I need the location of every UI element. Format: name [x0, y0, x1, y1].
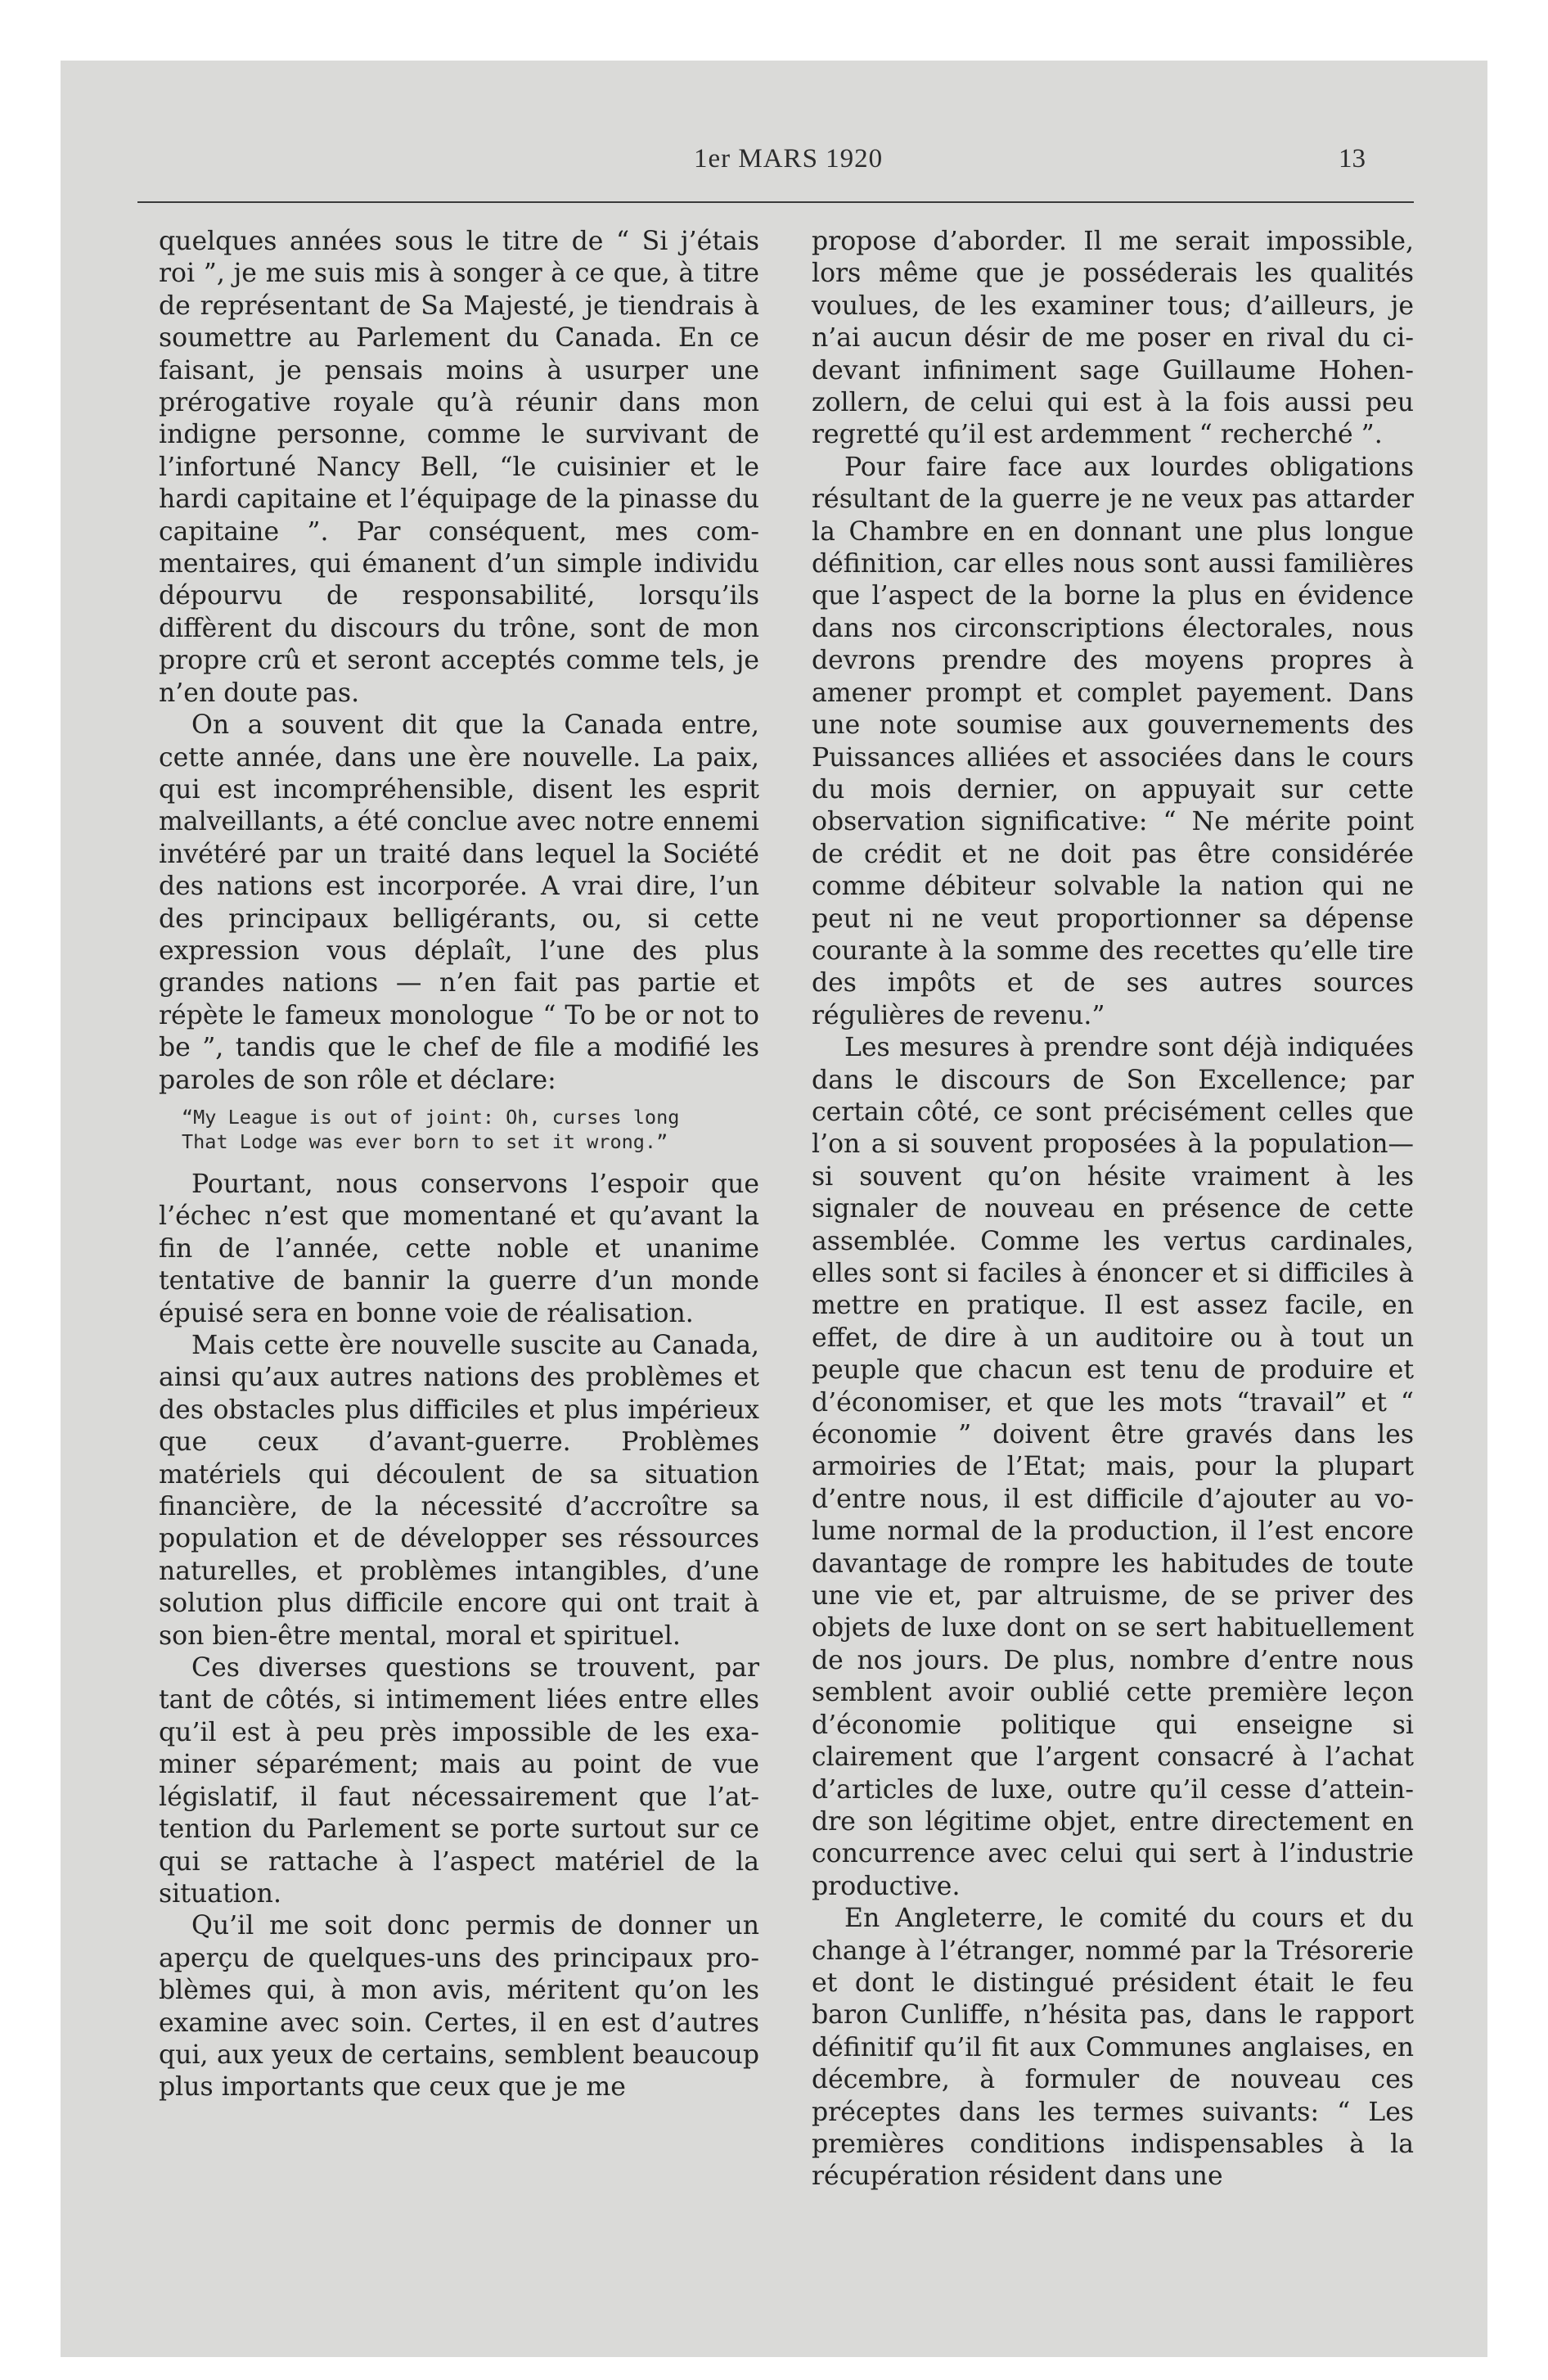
paragraph: Pour faire face aux lourdes obligations résultant de la guerre je ne veux pas attarder la Chambre en en donnant une plus longue définition, car elles nous sont aussi familières que l’aspect de la borne la plus en évidence dans nos circonscriptions électorales, nous devrons prendre des moyens propres à amener prompt et complet payement. Dans une note soumise aux gouvernements des Puissances alliées et associées dans le cours du mois dernier, on appuyait sur cette observation significative: “ Ne mérite point de crédit et ne doit pas être considérée comme débiteur solvable la nation qui ne peut ni ne veut proportionner sa dépense courante à la somme des recettes qu’elle tire des impôts et de ses autres sources régulières de revenu.”: [812, 452, 1414, 1030]
paragraph: En Angleterre, le comité du cours et du change à l’étranger, nommé par la Trésorerie et dont le distingué président était le feu baron Cunliffe, n’hésita pas, dans le rapport définitif qu’il fit aux Communes anglaises, en décembre, à formuler de nouveau ces préceptes dans les termes suivants: “ Les premières conditions indispensables à la récupération résident dans une: [812, 1904, 1414, 2192]
verse-quote: [182, 1105, 759, 1154]
verse-line: That Lodge was ever born to set it wrong.”: [182, 1129, 668, 1153]
page-number: 13: [1339, 144, 1366, 174]
paragraph: Ces diverses questions se trouvent, par tant de côtés, si intimement liées entre elles qu’il est à peu près impossible de les examiner séparément; mais au point de vue législatif, il faut nécessairement que l’attention du Parlement se porte surtout sur ce qui se rattache à l’aspect matériel de la situation.: [159, 1653, 759, 1909]
scanned-page: [61, 61, 1487, 2357]
paragraph: Pourtant, nous conservons l’espoir que l’échec n’est que momentané et qu’avant la fin de l’année, cette noble et unanime tentative de bannir la guerre d’un monde épuisé sera en bonne voie de réalisation.: [159, 1169, 759, 1328]
header-rule: [137, 201, 1414, 203]
paragraph: On a souvent dit que la Canada entre, cette année, dans une ère nouvelle. La paix, qui est incompréhensible, disent les esprit malveillants, a été conclue avec notre ennemi invétéré par un traité dans lequel la Société des nations est incorporée. A vrai dire, l’un des principaux belligérants, ou, si cette expression vous déplaît, l’une des plus grandes nations — n’en fait pas partie et répète le fameux monologue “ To be or not to be ”, tandis que le chef de file a modifié les paroles de son rôle et déclare:: [159, 710, 759, 1095]
left-column: [159, 226, 759, 2104]
paragraph: quelques années sous le titre de “ Si j’étais roi ”, je me suis mis à songer à ce que, à titre de représentant de Sa Majesté, je tiendrais à soumettre au Parlement du Canada. En ce faisant, je pensais moins à usurper une prérogative royale qu’à réunir dans mon indigne personne, comme le survivant de l’infortuné Nancy Bell, “le cuisinier et le hardi capitaine et l’équipage de la pinasse du capitaine ”. Par conséquent, mes commentaires, qui émanent d’un simple individu dépourvu de responsabilité, lorsqu’ils diffèrent du discours du trône, sont de mon propre crû et seront acceptés comme tels, je n’en doute pas.: [159, 227, 759, 708]
paragraph: Les mesures à prendre sont déjà indiquées dans le discours de Son Excellence; par certain côté, ce sont précisément celles que l’on a si souvent proposées à la population—si souvent qu’on hésite vraiment à les signaler de nouveau en présence de cette assemblée. Comme les vertus cardinales, elles sont si faciles à énoncer et si difficiles à mettre en pratique. Il est assez facile, en effet, de dire à un auditoire ou à tout un peuple que chacun est tenu de produire et d’économiser, et que les mots “travail” et “ économie ” doivent être gravés dans les armoiries de l’Etat; mais, pour la plupart d’entre nous, il est difficile d’ajouter au volume normal de la production, il l’est encore davantage de rompre les habitudes de toute une vie et, par altruisme, de se priver des objets de luxe dont on se sert habituellement de nos jours. De plus, nombre d’entre nous semblent avoir oublié cette première leçon d’économie politique qui enseigne si clairement que l’argent consacré à l’achat d’articles de luxe, outre qu’il cesse d’atteindre son légitime objet, entre directement en concurrence avec celui qui sert à l’industrie productive.: [812, 1033, 1414, 1901]
paragraph: propose d’aborder. Il me serait impossible, lors même que je posséderais les qualités voulues, de les examiner tous; d’ailleurs, je n’ai aucun désir de me poser en rival du ci-devant infiniment sage Guillaume Hohenzollern, de celui qui est à la fois aussi peu regretté qu’il est ardemment “ recherché ”.: [812, 227, 1414, 450]
paragraph: Qu’il me soit donc permis de donner un aperçu de quelques-uns des principaux problèmes qui, à mon avis, méritent qu’on les examine avec soin. Certes, il en est d’autres qui, aux yeux de certains, semblent beaucoup plus importants que ceux que je me: [159, 1911, 759, 2103]
issue-date: 1er MARS 1920: [694, 144, 884, 174]
verse-line: “My League is out of joint: Oh, curses long: [182, 1105, 680, 1129]
right-column: [812, 226, 1414, 2193]
running-head: [61, 144, 1487, 193]
paragraph: Mais cette ère nouvelle suscite au Canada, ainsi qu’aux autres nations des problèmes et des obstacles plus difficiles et plus impérieux que ceux d’avant-guerre. Problèmes matériels qui découlent de sa situation financière, de la nécessité d’accroître sa population et de développer ses réssources naturelles, et problèmes intangibles, d’une solution plus difficile encore qui ont trait à son bien-être mental, moral et spirituel.: [159, 1331, 759, 1651]
